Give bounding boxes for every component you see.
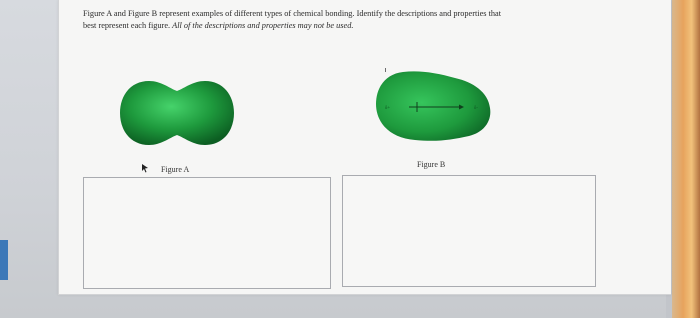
question-line-1: Figure A and Figure B represent examples of different types of chemical bonding. Identify the descriptions and properties that bbox=[83, 9, 502, 18]
figure-b-answer-box[interactable] bbox=[342, 175, 596, 287]
figure-a-molecule bbox=[119, 78, 235, 148]
background-lamp-glow bbox=[672, 0, 700, 318]
figure-b-label: Figure B bbox=[417, 160, 446, 169]
partial-positive-label: δ+ bbox=[385, 106, 391, 111]
question-text bbox=[83, 8, 643, 32]
side-tab[interactable] bbox=[0, 240, 8, 280]
mouse-cursor-icon bbox=[141, 163, 149, 173]
question-line-2: best represent each figure. bbox=[83, 21, 173, 30]
figure-a-electron-cloud bbox=[120, 81, 234, 145]
figure-a-answer-box[interactable] bbox=[83, 177, 331, 289]
figure-a-label: Figure A bbox=[161, 165, 190, 174]
question-note: All of the descriptions and properties may not be used. bbox=[172, 21, 354, 30]
partial-negative-label: δ- bbox=[474, 106, 479, 111]
figure-b-molecule bbox=[375, 70, 493, 142]
question-panel bbox=[58, 0, 671, 295]
